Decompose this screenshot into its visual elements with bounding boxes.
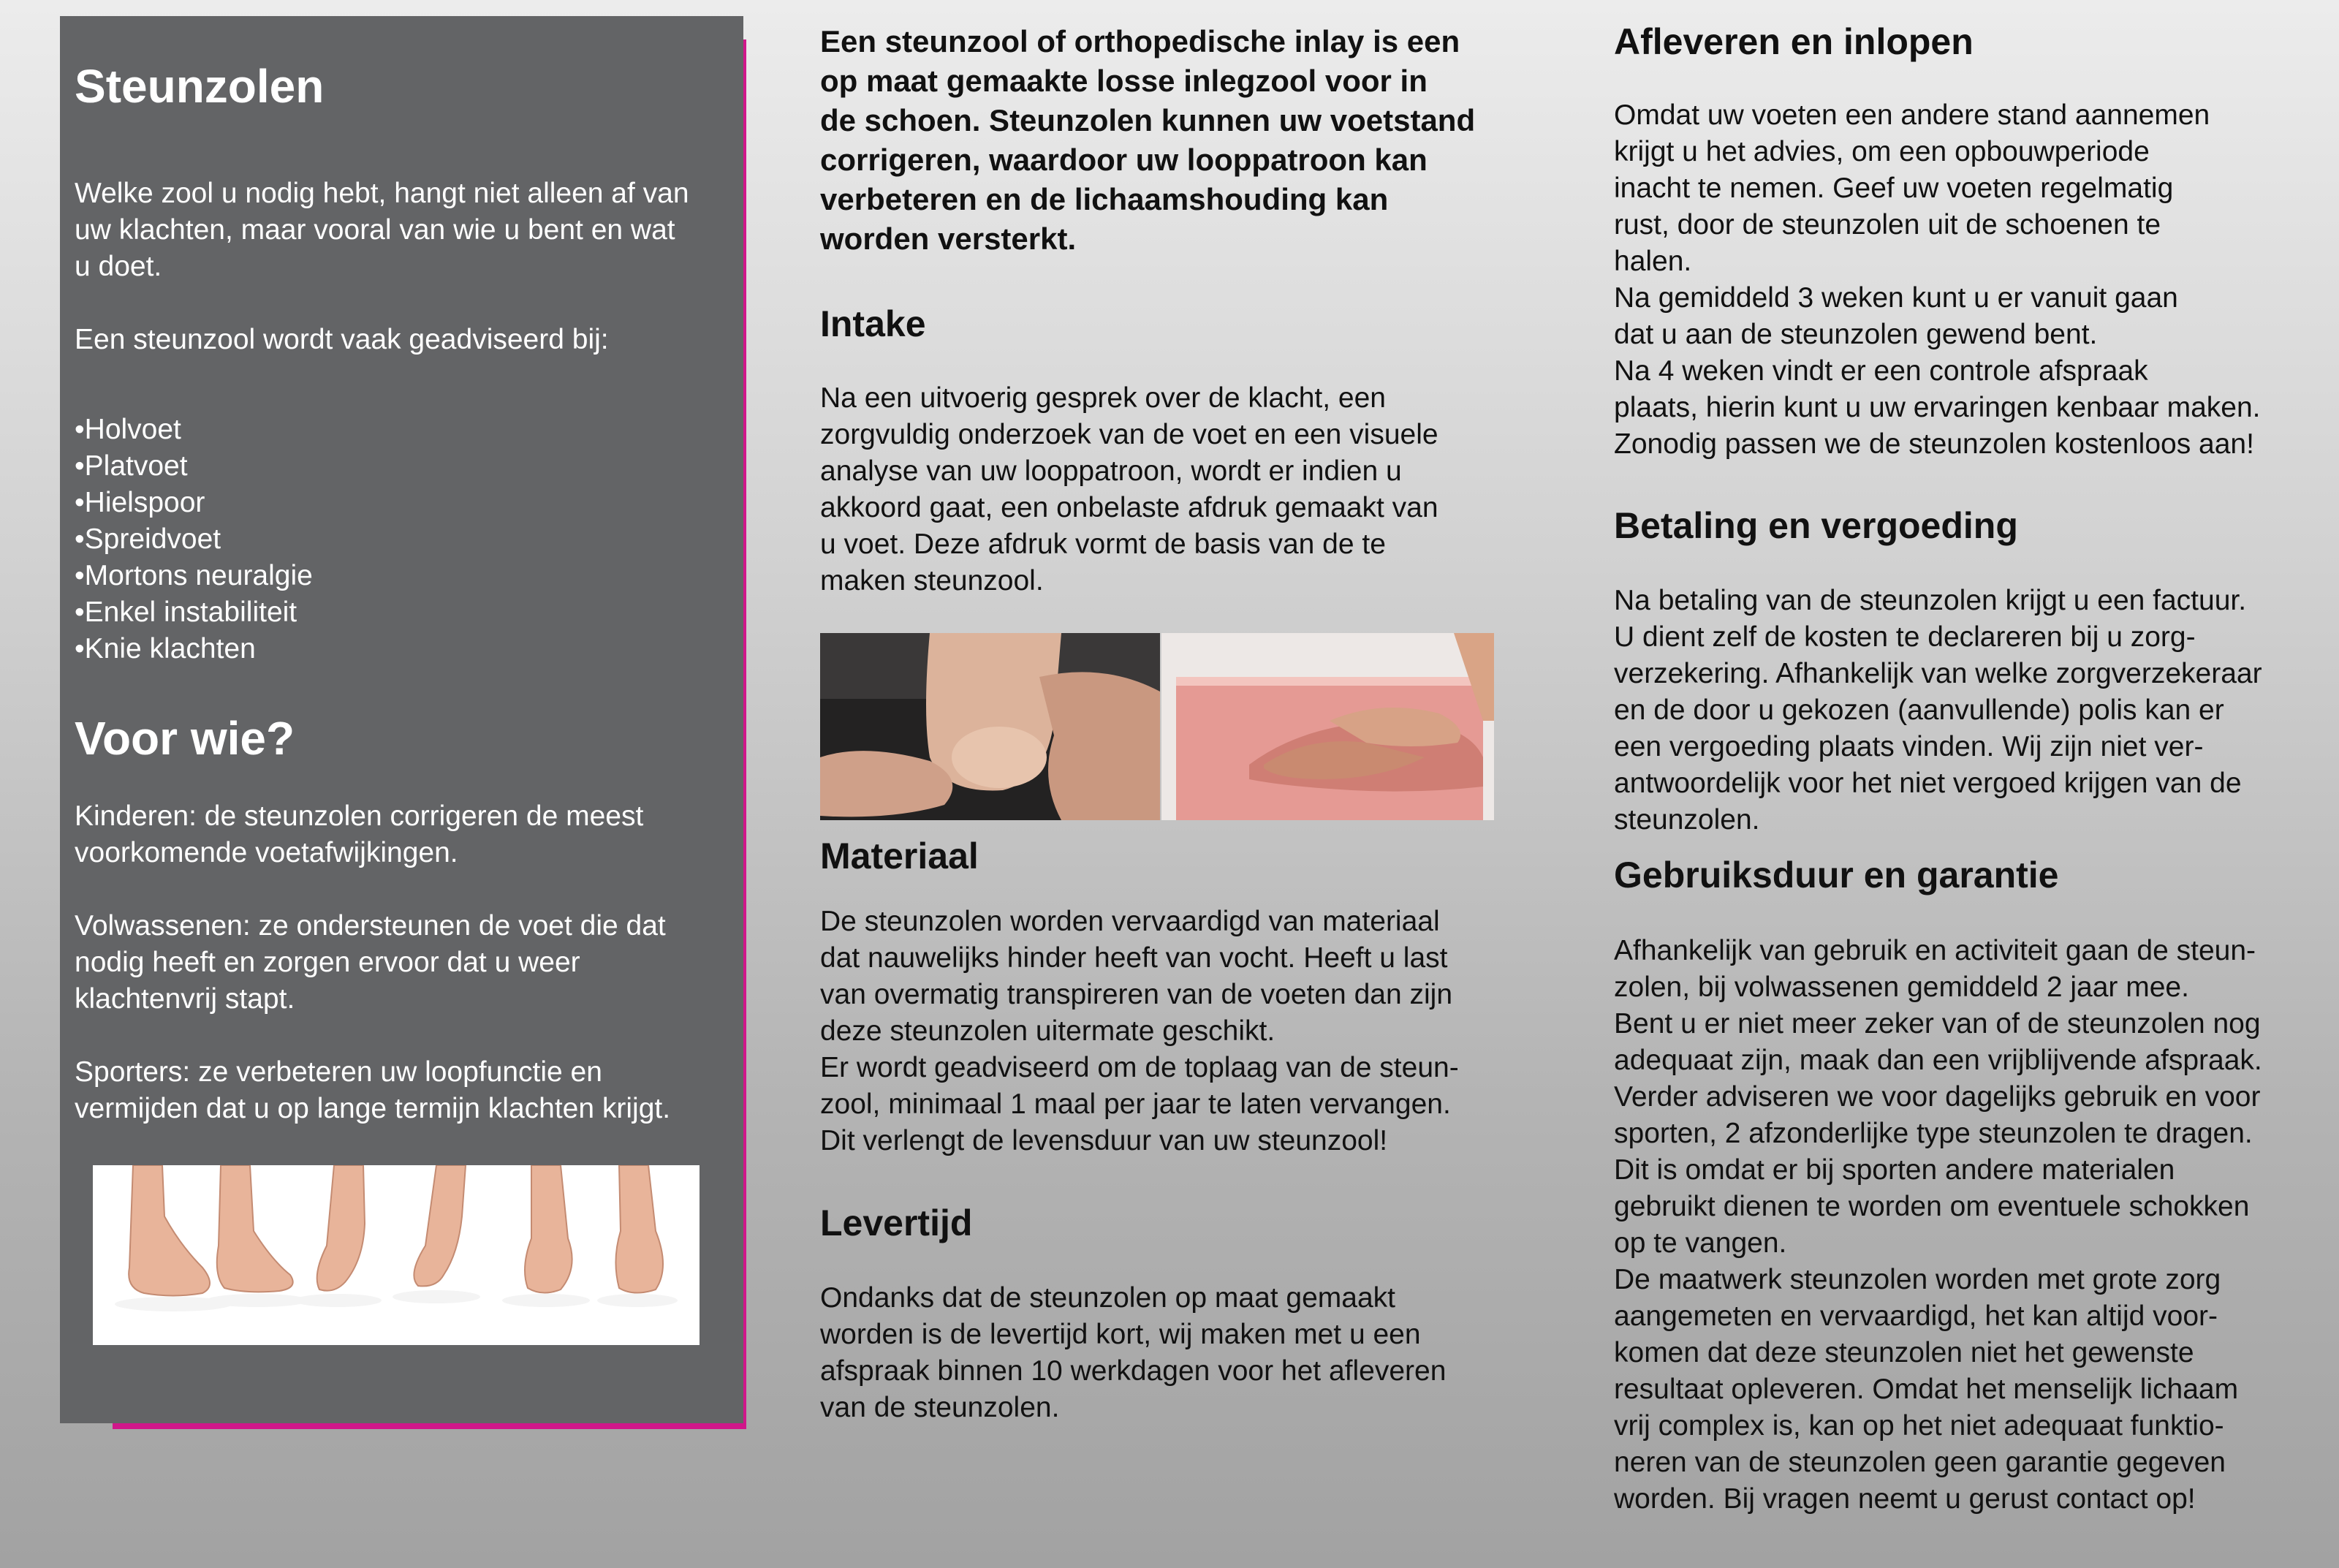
- afleveren-heading: Afleveren en inlopen: [1614, 21, 1974, 62]
- list-item: • Platvoet: [75, 448, 313, 485]
- levertijd-text: Ondanks dat de steunzolen op maat gemaakt worden is de levertijd kort, wij maken met u een afspraak binnen 10 werkdagen voor het afleveren van de steunzolen.: [820, 1282, 1447, 1423]
- list-item: • Holvoet: [75, 412, 313, 448]
- intake-heading: Intake: [820, 303, 926, 344]
- lead-paragraph: Een steunzool of orthopedische inlay is een op maat gemaakte losse inlegzool voor in de schoen. Steunzolen kunnen uw voetstand corrigeren, waardoor uw looppatroon kan verbeteren en de lichaamshouding kan worden versterkt.: [820, 24, 1476, 256]
- intro-text: Welke zool u nodig hebt, hangt niet alleen af van uw klachten, maar vooral van wie u bent en wat u doet.: [75, 178, 689, 282]
- garantie-heading: Gebruiksduur en garantie: [1614, 855, 2059, 895]
- list-item: • Hielspoor: [75, 485, 313, 521]
- info-panel: [60, 16, 743, 1423]
- advice-intro: Een steunzool wordt vaak geadviseerd bij:: [75, 324, 609, 355]
- list-item: • Knie klachten: [75, 631, 313, 667]
- materiaal-heading: Materiaal: [820, 836, 979, 876]
- page-title: Steunzolen: [75, 60, 325, 113]
- foot-impression-photos: [820, 633, 1494, 820]
- levertijd-heading: Levertijd: [820, 1202, 973, 1243]
- list-item: • Mortons neuralgie: [75, 558, 313, 594]
- betaling-heading: Betaling en vergoeding: [1614, 505, 2018, 546]
- voor-wie-heading: Voor wie?: [75, 712, 295, 765]
- intake-text: Na een uitvoerig gesprek over de klacht, een zorgvuldig onderzoek van de voet en een visuele analyse van uw looppatroon, wordt er indien u akkoord gaat, een onbelaste afdruk gemaakt van u voet. Deze afdruk vormt de basis van de te maken steunzool.: [820, 382, 1438, 596]
- list-item: • Enkel instabiliteit: [75, 594, 313, 631]
- heel-exam-photo: [820, 633, 1160, 820]
- garantie-text: Afhankelijk van gebruik en activiteit gaan de steun- zolen, bij volwassenen gemiddeld 2 jaar mee. Bent u er niet meer zeker van of de steunzolen nog adequaat zijn, maak dan een vrijblijvende afspraak. Verder adviseren we voor dagelijks gebruik en voor sporten, 2 afzonderlijke type steunzolen te dragen. Dit is omdat er bij sporten andere materialen gebruikt dienen te worden om eventuele schokken op te vangen. De maatwerk steunzolen worden met grote zorg aangemeten en vervaardigd, het kan altijd voor- komen dat deze steunzolen niet het gewenste resultaat opleveren. Omdat het menselijk lichaam vrij complex is, kan op het niet adequaat funktio- neren van de steunzolen geen garantie gegeven worden. Bij vragen neemt u gerust contact op!: [1614, 935, 2262, 1515]
- afleveren-text: Omdat uw voeten een andere stand aannemen krijgt u het advies, om een opbouwperiode inacht te nemen. Geef uw voeten regelmatig rust, door de steunzolen uit de schoenen te halen. Na gemiddeld 3 weken kunt u er vanuit gaan dat u aan de steunzolen gewend bent. Na 4 weken vindt er een controle afspraak plaats, hierin kunt u uw ervaringen kenbaar maken. Zonodig passen we de steunzolen kostenloos aan!: [1614, 99, 2261, 460]
- materiaal-text: De steunzolen worden vervaardigd van materiaal dat nauwelijks hinder heeft van vocht. Heeft u last van overmatig transpireren van de voeten dan zijn deze steunzolen uitermate geschikt. Er wordt geadviseerd om de toplaag van de steun- zool, minimaal 1 maal per jaar te laten vervangen. Dit verlengt de levensduur van uw steunzool!: [820, 906, 1459, 1156]
- volwassenen-text: Volwassenen: ze ondersteunen de voet die dat nodig heeft en zorgen ervoor dat u weer klachtenvrij stapt.: [75, 910, 666, 1015]
- foam-impression-photo: [1161, 633, 1494, 820]
- betaling-text: Na betaling van de steunzolen krijgt u een factuur. U dient zelf de kosten te declareren bij u zorg- verzekering. Afhankelijk van welke zorgverzekeraar en de door u gekozen (aanvullende) polis kan er een vergoeding plaats vinden. Wij zijn niet ver- antwoordelijk voor het niet vergoed krijgen van de steunzolen.: [1614, 585, 2262, 836]
- feet-photo: [93, 1165, 700, 1345]
- conditions-list: [75, 412, 313, 667]
- sporters-text: Sporters: ze verbeteren uw loopfunctie en vermijden dat u op lange termijn klachten krijgt.: [75, 1056, 671, 1124]
- list-item: • Spreidvoet: [75, 521, 313, 558]
- kinderen-text: Kinderen: de steunzolen corrigeren de meest voorkomende voetafwijkingen.: [75, 800, 644, 868]
